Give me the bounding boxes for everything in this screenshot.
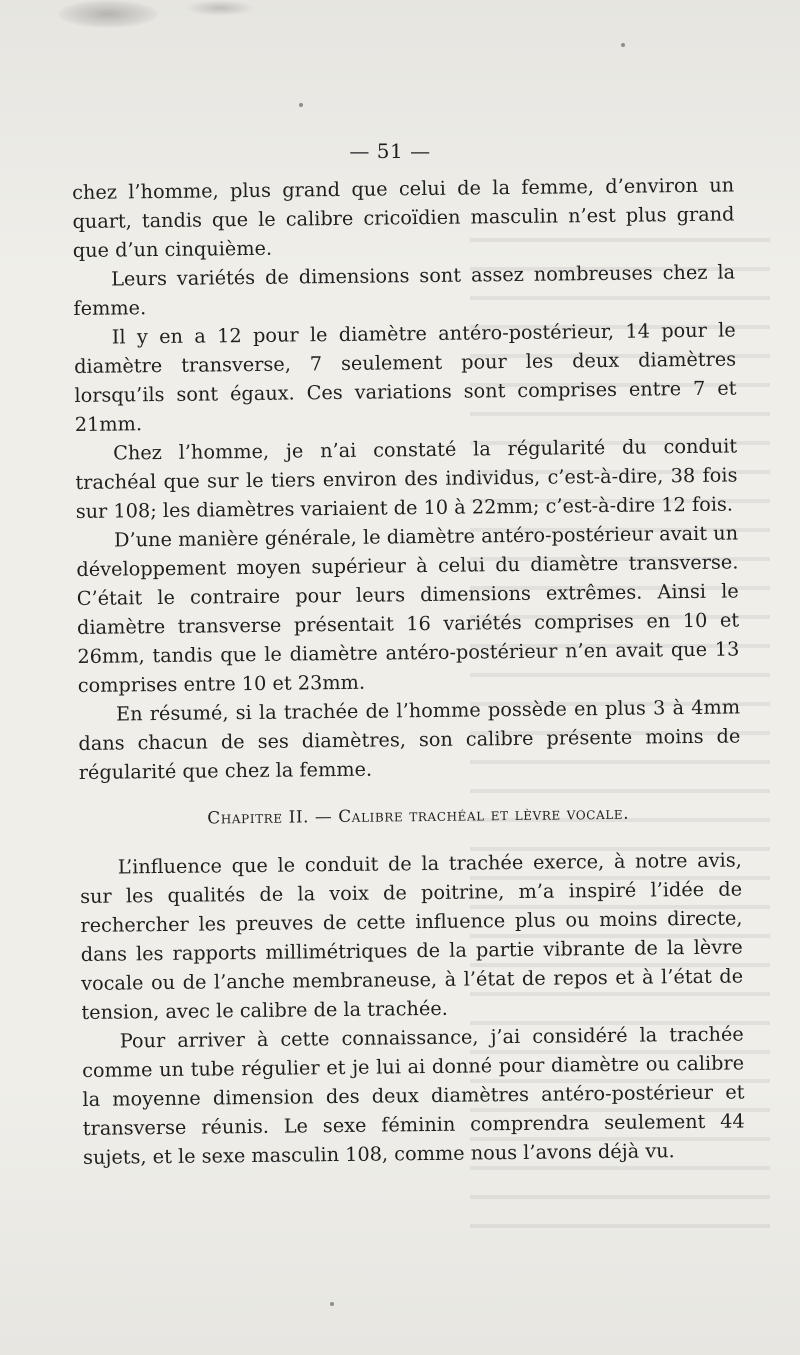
paper-stain: [185, 0, 255, 16]
paragraph: Leurs variétés de dimensions sont assez nombreuses chez la femme.: [73, 260, 736, 320]
paragraph: D’une manière générale, le diamètre antéro-postérieur avait un développement moyen supérieur à celui du diamètre transverse. C’était le contraire pour leurs dimensions extrêmes. Ainsi le diamètre transverse présentait 16 variétés comprises en 10 et 26mm, tandis que le diamètre antéro-postérieur n’en avait que 13 comprises entre 10 et 23mm.: [76, 521, 740, 697]
paper-speck: [621, 43, 625, 47]
paragraph: Chez l’homme, je n’ai constaté la régularité du conduit trachéal que sur le tiers environ des individus, c’est-à-dire, 38 fois sur 108; les diamètres variaient de 10 à 22mm; c’est-à-dire 12 fois.: [75, 434, 738, 523]
paragraph: chez l’homme, plus grand que celui de la femme, d’environ un quart, tandis que le calibre cricoïdien masculin n’est plus grand que d’un cinquième.: [72, 173, 735, 262]
paper-stain: [58, 0, 158, 28]
paragraph: En résumé, si la trachée de l’homme possède en plus 3 à 4mm dans chacun de ses diamètres, son calibre présente moins de régularité que chez la femme.: [78, 695, 741, 784]
paragraph: Pour arriver à cette connaissance, j’ai considéré la trachée comme un tube régulier et je lui ai donné pour diamètre ou calibre la moyenne dimension des deux diamètres antéro-postérieur et transverse réunis. Le sexe féminin comprendra seulement 44 sujets, et le sexe masculin 108, comme nous l’avons déjà vu.: [81, 1022, 745, 1169]
paragraph: L’influence que le conduit de la trachée exerce, à notre avis, sur les qualités de la voix de poitrine, m’a inspiré l’idée de rechercher les preuves de cette influence plus ou moins directe, dans les rapports millimétriques de la partie vibrante de la lèvre vocale ou de l’anche membraneuse, à l’état de repos et à l’état de tension, avec le calibre de la trachée.: [80, 848, 744, 1024]
paper-speck: [330, 1302, 334, 1306]
page-number: — 51 —: [349, 139, 431, 163]
paragraph: Il y en a 12 pour le diamètre antéro-postérieur, 14 pour le diamètre transverse, 7 seulement pour les deux diamètres lorsqu’ils sont égaux. Ces variations sont comprises entre 7 et 21mm.: [74, 318, 737, 436]
paper-speck: [299, 103, 303, 107]
body-text: [72, 170, 745, 1171]
chapter-heading: Chapitre II. — Calibre trachéal et lèvre vocale.: [207, 802, 630, 828]
